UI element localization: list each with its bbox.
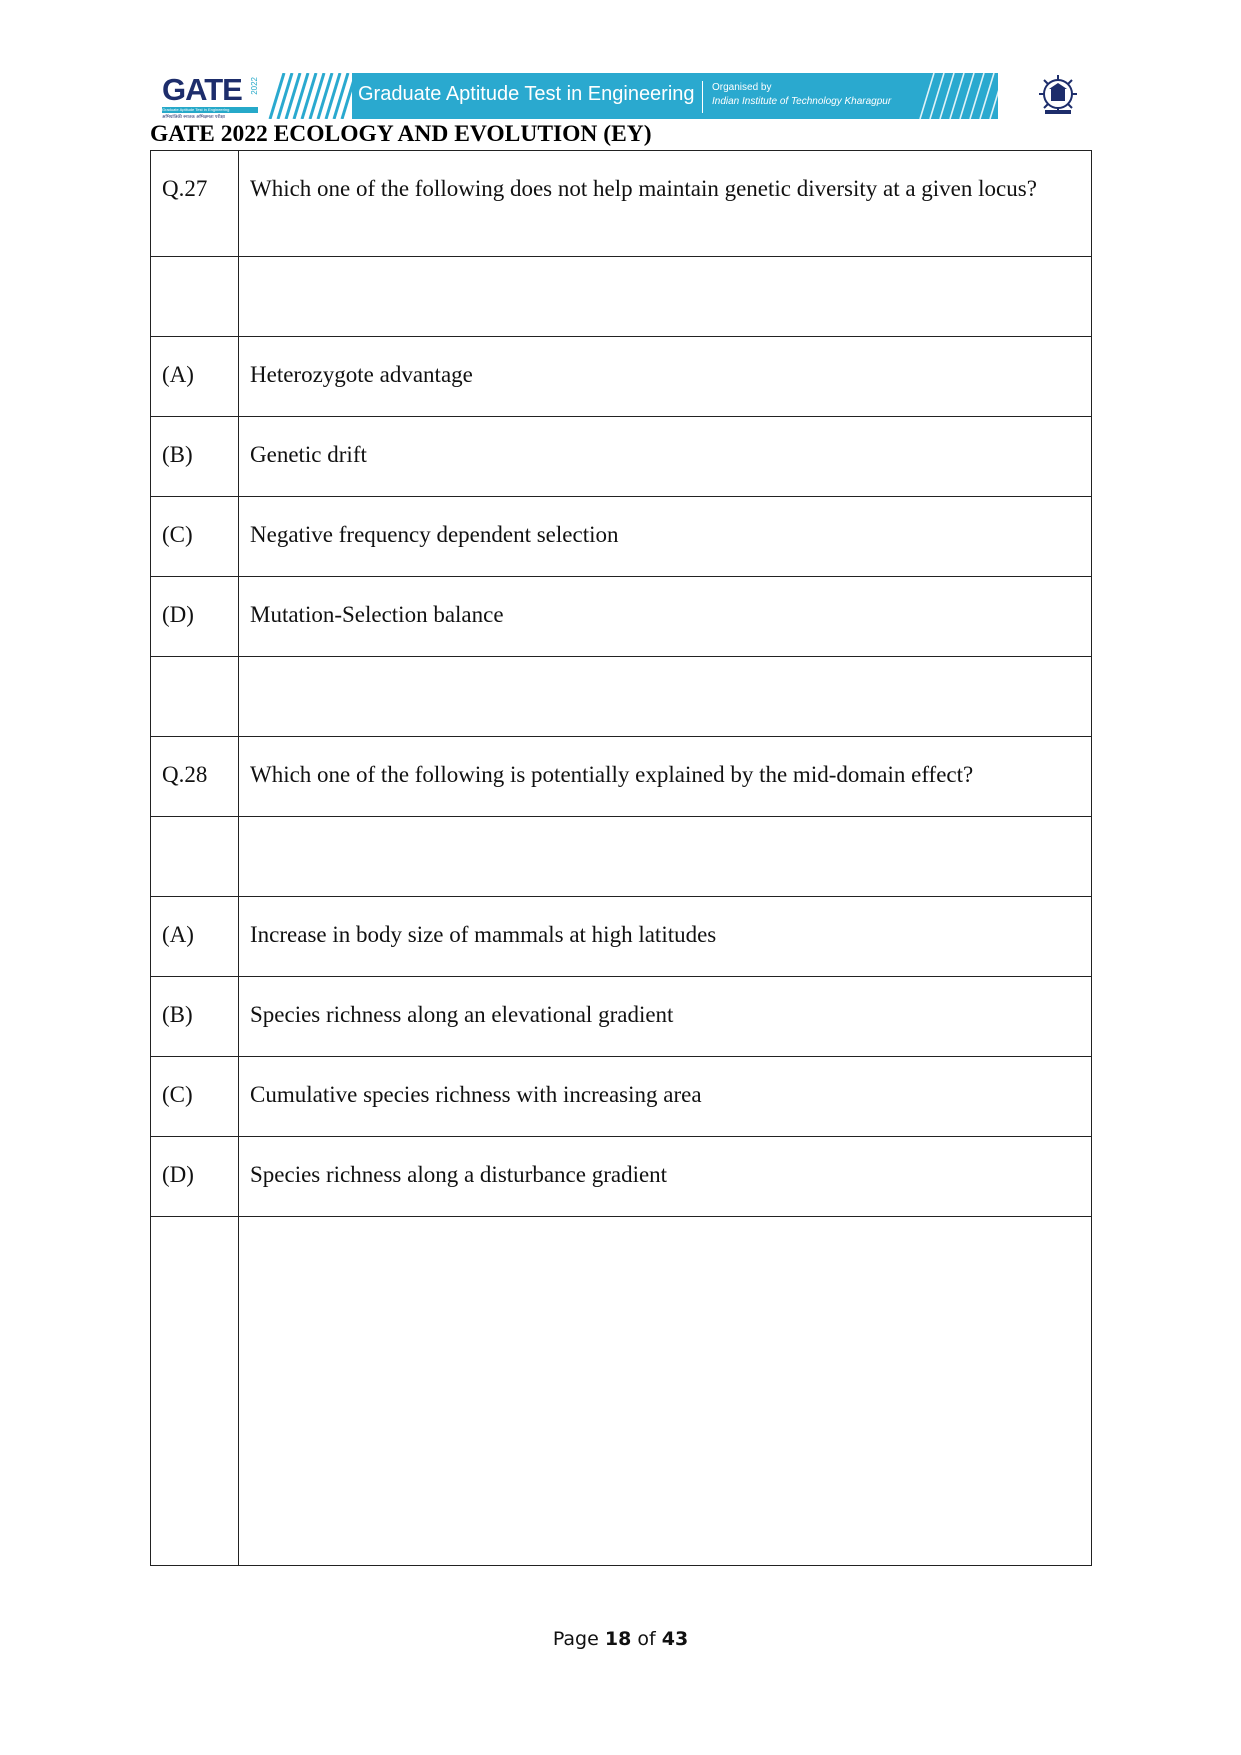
spacer-row (151, 1217, 1092, 1566)
option-row (151, 577, 1092, 657)
option-text: Genetic drift (239, 417, 1092, 497)
page-title: GATE 2022 ECOLOGY AND EVOLUTION (EY) (150, 121, 652, 147)
option-label: (B) (151, 977, 239, 1057)
page-current: 18 (604, 1628, 632, 1650)
page-total: 43 (661, 1628, 689, 1650)
header-banner (150, 68, 1085, 124)
question-row (151, 151, 1092, 257)
option-label: (D) (151, 1137, 239, 1217)
option-row (151, 337, 1092, 417)
option-text: Cumulative species richness with increasing area (239, 1057, 1092, 1137)
question-table (150, 150, 1092, 1566)
banner-stripes-left-icon (262, 73, 352, 119)
option-label: (A) (151, 897, 239, 977)
gate-logo-hindi: अभियांत्रिकी स्नातक अभिक्षमता परीक्षा (162, 115, 225, 120)
banner-divider (702, 81, 703, 113)
spacer-row (151, 657, 1092, 737)
organised-label: Organised by (712, 82, 772, 93)
option-label: (B) (151, 417, 239, 497)
option-row (151, 497, 1092, 577)
option-text: Species richness along a disturbance gradient (239, 1137, 1092, 1217)
option-label: (D) (151, 577, 239, 657)
option-label: (A) (151, 337, 239, 417)
gate-logo-word: GATE (162, 72, 242, 107)
option-row (151, 977, 1092, 1057)
gate-logo-year: 2022 (250, 77, 259, 95)
option-row (151, 1137, 1092, 1217)
question-text: Which one of the following is potentially explained by the mid-domain effect? (239, 737, 1092, 817)
page-prefix: Page (552, 1628, 599, 1650)
spacer-row (151, 257, 1092, 337)
option-row (151, 1057, 1092, 1137)
option-text: Negative frequency dependent selection (239, 497, 1092, 577)
question-number: Q.27 (151, 151, 239, 257)
gate-logo-subtitle: Graduate Aptitude Test in Engineering (162, 107, 258, 113)
banner-stripes-right-icon (910, 73, 1005, 119)
spacer-row (151, 817, 1092, 897)
option-text: Species richness along an elevational gradient (239, 977, 1092, 1057)
question-number: Q.28 (151, 737, 239, 817)
option-text: Mutation-Selection balance (239, 577, 1092, 657)
option-text: Heterozygote advantage (239, 337, 1092, 417)
option-label: (C) (151, 1057, 239, 1137)
organiser-name: Indian Institute of Technology Kharagpur (712, 96, 892, 107)
page-footer (0, 1628, 1241, 1650)
banner-organiser (712, 81, 891, 109)
option-label: (C) (151, 497, 239, 577)
iit-kharagpur-emblem-icon (1035, 72, 1081, 118)
option-row (151, 897, 1092, 977)
option-text: Increase in body size of mammals at high latitudes (239, 897, 1092, 977)
page-of: of (637, 1628, 656, 1650)
banner-title: Graduate Aptitude Test in Engineering (358, 83, 695, 105)
banner-strip (262, 73, 1005, 119)
question-text: Which one of the following does not help maintain genetic diversity at a given locus? (239, 151, 1092, 257)
question-row (151, 737, 1092, 817)
option-row (151, 417, 1092, 497)
gate-logo (162, 72, 259, 122)
